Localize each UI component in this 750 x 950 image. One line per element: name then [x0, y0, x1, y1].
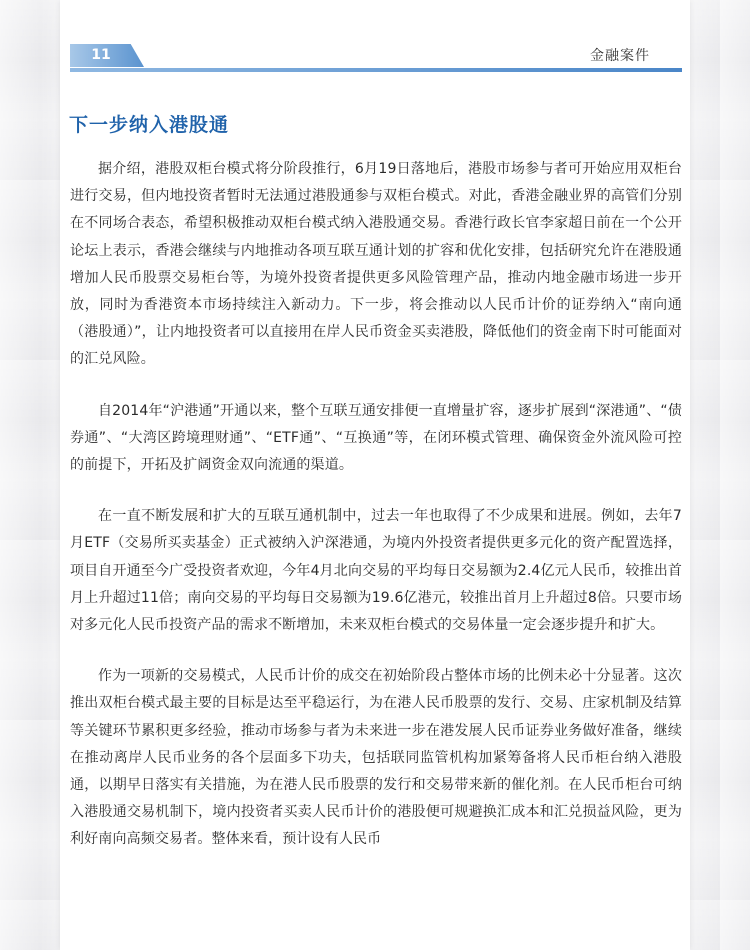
- article-title: 下一步纳入港股通: [69, 114, 230, 136]
- article-body: [70, 156, 682, 878]
- paragraph-3: 在一直不断发展和扩大的互联互通机制中，过去一年也取得了不少成果和进展。例如，去年7月ETF（交易所买卖基金）正式被纳入沪深港通，为境内外投资者提供更多元化的资产配置选择，项目自开通至今广受投资者欢迎，今年4月北向交易的平均每日交易额为2.4亿元人民币，较推出首月上升超过11倍；南向交易的平均每日交易额为19.6亿港元，较推出首月上升超过8倍。只要市场对多元化人民币投资产品的需求不断增加，未来双柜台模式的交易体量一定会逐步提升和扩大。: [70, 508, 682, 634]
- page-header: [70, 44, 682, 70]
- header-divider: [70, 68, 682, 72]
- page-number: 11: [91, 47, 111, 63]
- paragraph-1: 据介绍，港股双柜台模式将分阶段推行，6月19日落地后，港股市场参与者可开始应用双柜台进行交易，但内地投资者暂时无法通过港股通参与双柜台模式。对此，香港金融业界的高管们分别在不同场合表态，希望积极推动双柜台模式纳入港股通交易。香港行政长官李家超日前在一个公开论坛上表示，香港会继续与内地推动各项互联互通计划的扩容和优化安排，包括研究允许在港股通增加人民币股票交易柜台等，为境外投资者提供更多风险管理产品，推动内地金融市场进一步开放，同时为香港资本市场持续注入新动力。下一步，将会推动以人民币计价的证券纳入“南向通（港股通）”，让内地投资者可以直接用在岸人民币资金买卖港股，降低他们的资金南下时可能面对的汇兑风险。: [70, 161, 682, 368]
- paragraph-2: 自2014年“沪港通”开通以来，整个互联互通安排便一直增量扩容，逐步扩展到“深港通”、“债券通”、“大湾区跨境理财通”、“ETF通”、“互换通”等，在闭环模式管理、确保资金外流风险可控的前提下，开拓及扩阔资金双向流通的渠道。: [70, 402, 682, 474]
- paragraph-4: 作为一项新的交易模式，人民币计价的成交在初始阶段占整体市场的比例未必十分显著。这次推出双柜台模式最主要的目标是达至平稳运行，为在港人民币股票的发行、交易、庄家机制及结算等关键环节累积更多经验，推动市场参与者为未来进一步在港发展人民币证券业务做好准备，继续在推动离岸人民币业务的各个层面多下功夫，包括联同监管机构加紧筹备将人民币柜台纳入港股通，以期早日落实有关措施，为在港人民币股票的发行和交易带来新的催化剂。在人民币柜台可纳入港股通交易机制下，境内投资者买卖人民币计价的港股便可规避换汇成本和汇兑损益风险，更为利好南向高频交易者。整体来看，预计设有人民币: [70, 668, 682, 848]
- section-label: 金融案件: [590, 48, 650, 64]
